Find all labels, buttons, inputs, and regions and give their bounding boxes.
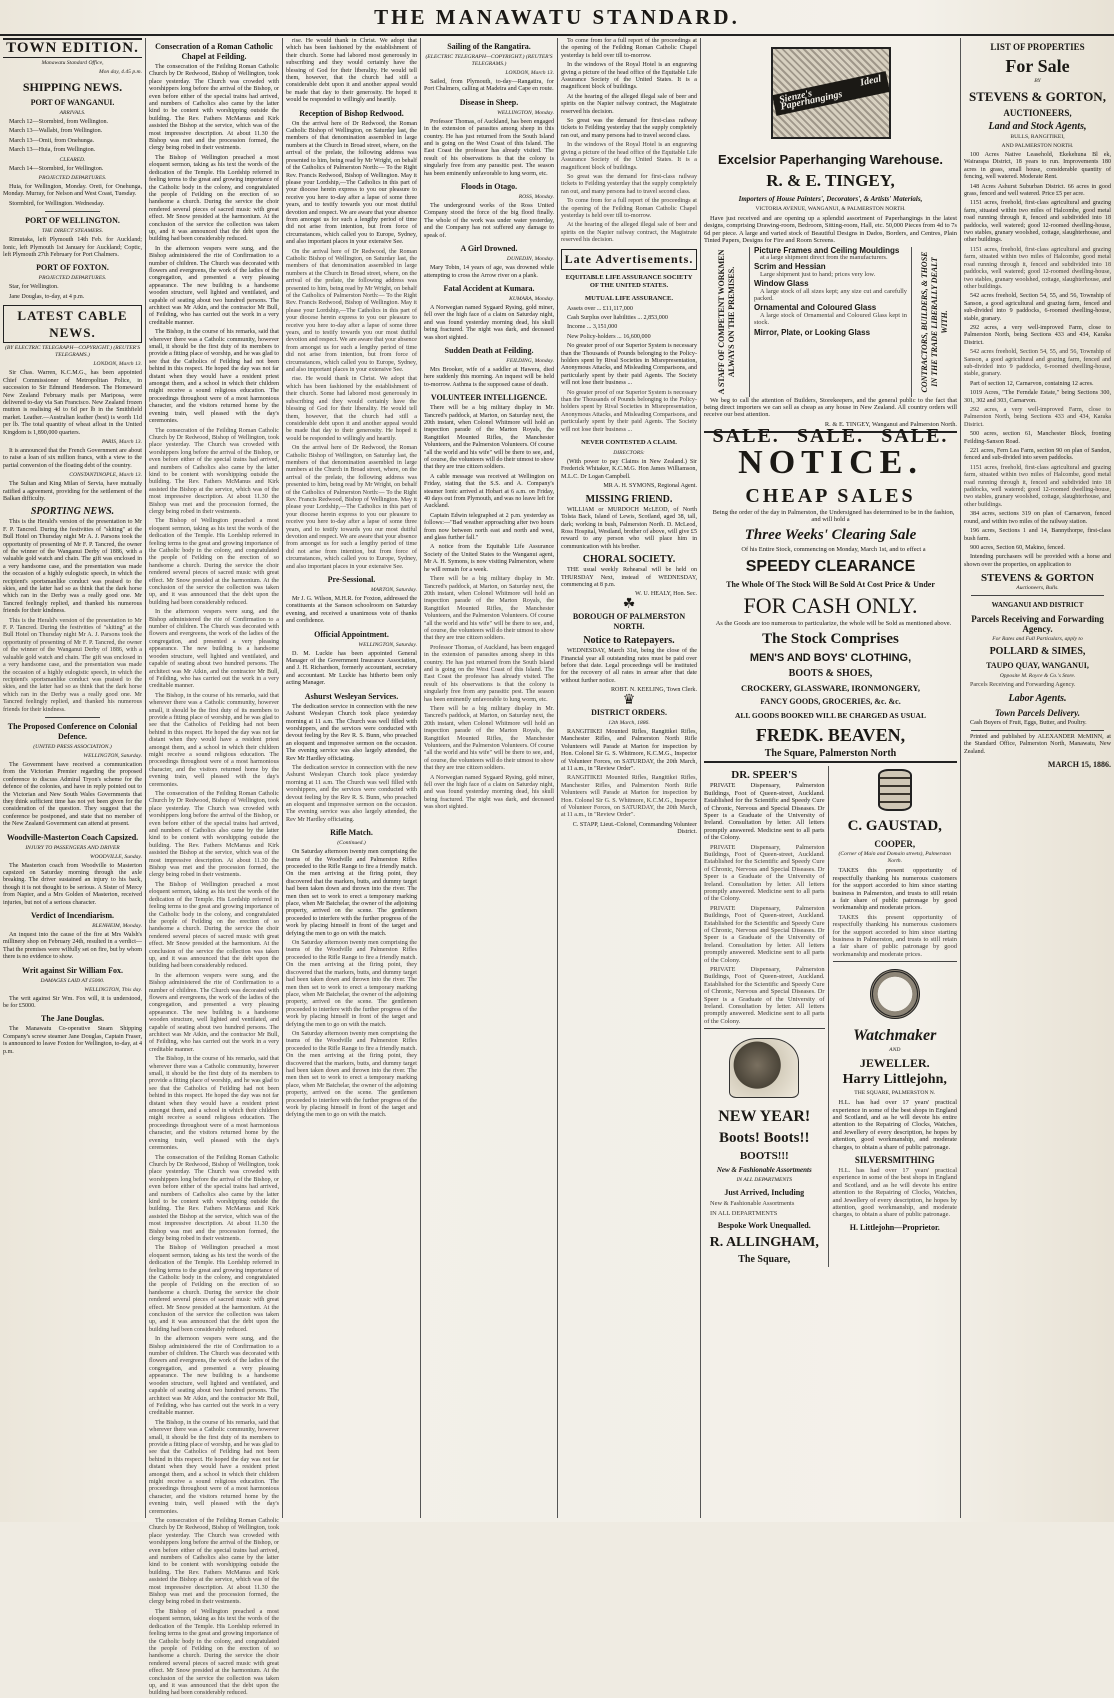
property-item: 100 Acres Native Leasehold, Ekekehuna Bl ek, Wairarapa District, 18 years to run. Improvements 180 acres in grass, small house, considerable quantity of fencing, well watered. Moderate Rent. [964, 152, 1111, 181]
consecration-text: The consecration of the Feilding Roman Catholic Church by Dr Redwood, Bishop of Wellington, took place yesterday. The Church was crowded with worshippers long before the arrival of the Bishop, or even before either of the special trains had arrived, and numbers of Catholics also came by the latter kind to be content with worshipping outside the building. The Rev. Fathers McManus and Kirk assisted the Bishop at the service, which was of the most impressive description. At about 11.30 the Bishop was met and the procession formed, the clergy being robed in their vestments. [149, 427, 279, 515]
bishop-reception-text: On the arrival here of Dr Redwood, the Roman Catholic Bishop of Wellington, on Saturday last, the members of that denomination assembled in large numbers at the Church in Broad street, where, on the arrival of the prelate, the following address was presented to him, being read by Mr Wright, on behalf of the Catholics of Palmerston North:— To the Right Rev. Francis Redwood, Bishop of Wellington. May it please your Lordship,—The Catholics in this part of your diocese herein express to you our pleasure to receive you here to-day after a lapse of some three years, and to testify towards you our most dutiful devotion and respect. We are aware that your absence from amongst us for such a lengthy period of time did not arise from intention, but from force of circumstances, which called you to Europe, Sydney, and also important places in your extensive See. [286, 120, 417, 246]
tingey-address: VICTORIA AVENUE, WANGANUI, & PALMERSTON NORTH. [755, 206, 906, 212]
arrived-line: Just Arrived, Including [724, 1188, 805, 1198]
intending-purchasers: Intending purchasers will be provided with a horse and shown over the properties, on application to [964, 554, 1111, 568]
equitable-row: New Policy-holders ... 16,600,000 [567, 333, 651, 340]
ornamental-glass: Ornamental and Coloured Glass [754, 303, 877, 313]
boots-sub: BOOTS!!! [739, 1150, 789, 1163]
town-clerk: ROBT. N. KEELING, Town Clerk. [610, 687, 697, 694]
projected-item: Huia, for Wellington, Monday. Oreti, for Onehunga, Monday. Murray, for Nelson and West Coast, Tuesday. [3, 184, 142, 198]
direct-steamers-text: Rimutaka, left Plymouth 14th Feb. for Auckland; Ionic, left Plymouth 1st January for Auckland; Coptic, left Plymouth 27th February for Port Chalmers. [3, 237, 142, 259]
drowned-text: Mary Tobin, 14 years of age, was drowned while attempting to cross the Arrow river on a plank. [424, 265, 554, 279]
cleared-label: CLEARED. [59, 156, 86, 163]
drowned-dateline: DUNEDIN, Monday. [506, 256, 554, 263]
property-item: 1151 acres, freehold, first-class agricultural and grazing farm, situated within two miles of Halcombe, good metal road running through it, fenced and subdivided into 18 paddocks, well watered; good 12-roomed dwelling-house, two stables, granary woolshed, cottage, slaughterhouse, and other buildings. [964, 246, 1111, 290]
sermon-text: rise. He would thank in Christ. We adopt that which has been fashioned by the establishment of their church. Some had labored most generously in subscribing and they would certainly have the blessing of God for their liberality. He would tell them, however, that the church had still a considerable debt upon it and another appeal would be made that day to their generosity. He hoped it would be responded to willingly and heartily. [286, 38, 417, 104]
beaven-name: FREDK. BEAVEN, [755, 725, 906, 746]
allingham-address: The Square, [738, 1254, 791, 1266]
column-4 [421, 38, 557, 1518]
official-appointment-heading: Official Appointment. [314, 629, 389, 639]
direct-steamers-label: THE DIRECT STEAMERS. [41, 228, 104, 235]
mirror-glass: Mirror, Plate, or Looking Glass [754, 327, 871, 337]
column-5 [558, 38, 700, 1518]
ashurst-text: The dedication service in connection with the new Ashurst Wesleyan Church took place yesterday morning at 11 a.m. The Church was well filled with worshippers, and the services were conducted with devout feeling by the Rev R. S. Bunn, who preached an eloquent and impressive sermon on the occasion. The evening service was also largely attended, the Rev Mr Hardley officiating. [286, 703, 417, 762]
district-orders-heading: DISTRICT ORDERS. [591, 708, 667, 717]
district-date: 12th March, 1886. [608, 720, 650, 726]
boots-shoes: BOOTS & SHOES, [788, 668, 873, 680]
consecration-heading: Consecration of a Roman Catholic Chapel at Feilding. [155, 42, 273, 61]
for-sale-heading: For Sale [1005, 56, 1070, 76]
tingey-closing: We beg to call the attention of Builders, Storekeepers, and the general public to the fact that being direct importers we can sell as cheap as any house in New Zealand. All country orders will receive our best attention. [704, 396, 957, 419]
district-orders-text: RANGITIKEI Mounted Rifles, Rangitikei Rifles, Manchester Rifles, and Palmerston North Rifle Volunteers will Parade at Marton for inspection by Hon. Colonel Sir G. S. Whitmore, K.C.M.G., Inspector of Volunteer Forces, on SATURDAY, the 20th March, at 11 a.m., in "Review Order". [561, 729, 697, 773]
paperhanging-illustration [704, 38, 957, 148]
littlejohn-text: H.L. has had over 17 years' practical experience in some of the best shops in England and Scotland, and as he will devote his entire attention to the Repairing of Clocks, Watches, and Jewellery of every description, he hopes by attention, good workmanship, and moderate charges, to obtain a share of public patronage. [832, 1099, 957, 1151]
projected-label: PROJECTED DEPARTURES. [38, 175, 107, 182]
coach-sub: INJURY TO PASSENGERS AND DRIVER [25, 844, 120, 851]
watchmaker-heading: Watchmaker [853, 1027, 937, 1045]
rifle-match-heading: Rifle Match. [330, 828, 373, 838]
bishop-reception-text: rise. He would thank in Christ. We adopt that which has been fashioned by the establishment of their church. Some had labored most generously in subscribing and they would certainly have the blessing of God for their liberality. He would tell them, however, that the church had still a considerable debt upon it and another appeal would be made that day to their generosity. He hoped it would be responded to willingly and heartily. [286, 376, 417, 442]
consecration-text: The Bishop, in the course of his remarks, said that wherever there was a Catholic community, however small, it should be the first duty of its members to provide a fitting place of worship, and he was glad to see that the Catholics of Feilding had not been behind in this respect. He hoped the day was not far distant when they would have a resident priest amongst them, and a school in which their children might receive a sound religious education. The proceedings throughout were of a most harmonious character, and the visitors returned home by the evening train, well pleased with the day's ceremonies. [149, 1056, 279, 1152]
choral-secretary: W. U. HEALY, Hon. Sec. [635, 591, 697, 598]
london-dateline: LONDON, March 13. [93, 361, 142, 368]
picture-frames: Picture Frames and Ceiling Mouldings [754, 245, 900, 255]
cheap-text: Being the order of the day in Palmerston, the Undersigned has determined to be in the fashion, and will hold a [712, 508, 955, 524]
borough-crest: ☘ [622, 596, 636, 612]
consecration-text: The Bishop of Wellington preached a most eloquent sermon, taking as his text the words of the dedication of the Temple. His Lordship referred in feeling terms to the great and growing importance of the Catholic body in the colony, and congratulated the people of Feilding on the erection of so handsome a church. During the service the choir rendered several pieces of sacred music with great effect. Mr Snow presided at the harmonium. At the conclusion of the service the collection was taken up, and it was announced that the debt upon the building had been considerably reduced. [149, 154, 279, 243]
gaustad-address: (Corner of Main and Domain streets), Palmerston North. [838, 851, 951, 865]
jane-douglas-text: The Manawatu Co-operative Steam Shipping Company's screw steamer Jane Douglas, Captain Fraser, is announced to leave Foxton for Wellington, to-day, at 4 p.m. [3, 1026, 142, 1055]
bishop-reception-heading: Reception of Bishop Redwood. [299, 108, 404, 118]
missing-friend-text: WILLIAM or MURDOCH McLEOD, of North Tolsta Back, Island of Lewis, Scotland, aged 38, tall, dark; working in bush, Palmerston North. D. McLeod, Ross Hospital, Westland, brother of above, will give £5 reward to any person who will place him in communication with his brother. [561, 506, 697, 550]
littlejohn-proprietor: H. Littlejohn—Proprietor. [849, 1222, 940, 1232]
stock-comprises: The Stock Comprises [762, 631, 899, 648]
verdict-heading: Verdict of Incendiarism. [30, 911, 115, 921]
gaustad-ad [833, 766, 957, 1267]
equitable-title: EQUITABLE LIFE ASSURANCE SOCIETY OF THE UNITED STATES. [565, 273, 693, 289]
rifle-text: On Saturday afternoon twenty men comprising the teams of the Woodville and Palmerston Rifles proceeded to the Rifle Range to fire a friendly match. On the men arriving at the firing point, they discovered that the markers, butts, and dummy target had been taken down and thrown into the river. The men then set to work to erect a temporary marking place, when Mr Batchelar, the owner of the adjoining property, arrived on the scene. The gentlemen proceeded to interfere with the further progress of the work by placing himself in front of the target and defying the men to go on with the match. [286, 940, 417, 1028]
auctioneers-label: AUCTIONEERS, [1003, 108, 1072, 118]
ashurst-text: The dedication service in connection with the new Ashurst Wesleyan Church took place yesterday morning at 11 a.m. The Church was well filled with worshippers, and the services were conducted with devout feeling by the Rev R. S. Bunn, who preached an eloquent and impressive sermon on the occasion. The evening service was also largely attended, the Rev Mr Hardley officiating. [286, 764, 417, 823]
boots-item: IN ALL DEPARTMENTS [710, 1209, 778, 1217]
speer-heading: DR. SPEER'S [731, 769, 798, 782]
floods-heading: Floods in Otago. [460, 182, 518, 192]
official-text: D. M. Luckie has been appointed General Manager of the Government Insurance Association, and J. H. Richardson, formerly accountant, secretary and accountant. Mr Luckie has hitherto been only acting Manager. [286, 650, 417, 687]
sudden-death-dateline: FEILDING, Monday. [506, 357, 554, 364]
palmerston-address: AND PALMERSTON NORTH. [1001, 143, 1074, 149]
kumara-heading: Fatal Accident at Kumara. [443, 283, 535, 293]
vertical-banner [704, 247, 750, 397]
port-wanganui: PORT OF WANGANUI. [30, 98, 115, 107]
new-year-heading: NEW YEAR! [718, 1108, 811, 1126]
consecration-text: The consecration of the Feilding Roman Catholic Church by Dr Redwood, Bishop of Wellington, took place yesterday. The Church was crowded with worshippers long before the arrival of the Bishop, or even before either of the special trains had arrived, and numbers of Catholics also came by the latter kind to be content with worshipping outside the building. The Rev. Fathers McManus and Kirk assisted the Bishop at the service, which was of the most impressive description. At about 11.30 the Bishop was met and the procession formed, the clergy being robed in their vestments. [149, 1518, 279, 1606]
stevens-gorton-sub: Auctioneers, Bulls. [1016, 585, 1059, 592]
missing-friend-heading: MISSING FRIEND. [585, 493, 673, 505]
fancy-goods: FANCY GOODS, GROCERIES, &c. &c. [760, 697, 901, 707]
speer-text: PRIVATE Dispensary, Palmerston Buildings, Foot of Queen-street, Auckland. Established for the Scientific and Speedy Cure of Chronic, Nervous and Special Diseases. Dr Speer is a Graduate of the University of Ireland. Consultation by letter. All letters promptly answered. Medicine sent to all parts of the Colony. [704, 782, 825, 842]
town-edition-heading: TOWN EDITION. [3, 38, 142, 58]
cash-buyers: Cash Buyers of Fruit, Eggs, Butter, and Poultry. [970, 719, 1087, 726]
sporting-text-cont: This is the Herald's version of the presentation to Mr F. P. Tancred. During the festivities of "skiting" at the Bull Hotel on Thursday night Mr A. J. Parsons took the opportunity of presenting of Mr F. P. Tancred, the owner of the winner of the Wanganui Derby of 1886, with a valuable gold watch and chain. The gift was enclosed in a very handsome case, and the presentation was made the occasion of a highly eulogistic speech, in which the recipient's sportsmanlike conduct was praised to the skies, and the latter had so as think that the dark horse which ran in the Derby was a really good one. Mr Tancred feelingly replied, and thanked his numerous friends for their kindness. [3, 617, 142, 713]
column-6-ads [701, 38, 960, 1518]
pre-sessional-text: Mr J. G. Wilson, M.H.R. for Foxton, addressed the constituents at the Sanson schoolroom on Saturday evening, and received a unanimous vote of thanks and confidence. [286, 596, 417, 625]
sale-word: SALE. [881, 425, 949, 448]
equitable-agent: MR A. H. SYMONS, Regional Agent. [603, 483, 697, 490]
land-stock-agents: Land and Stock Agents, [988, 121, 1087, 132]
floods-text: The underground works of the Ross United Company stood the force of the big flood finally. The whole of the work was under water yesterday, and the Company has not suffered any damage to speak of. [424, 203, 554, 239]
property-item: 1151 acres, freehold, first-class agricultural and grazing farm, situated within two miles of Halcombe, good metal road running through it, fenced and subdivided into 18 paddocks, well watered; good 12-roomed dwelling-house, two stables, granary woolshed, cottage, slaughterhouse, and other buildings. [964, 464, 1111, 508]
lower-ads [704, 766, 957, 1267]
newspaper-title: THE MANAWATU STANDARD. [374, 5, 740, 29]
masthead [0, 0, 1114, 36]
littlejohn-address: THE SQUARE, PALMERSTON N. [854, 1090, 936, 1097]
news-paragraph: There will be a big military display in Mr. Tancred's paddock, at Marton, on Saturday next, the 20th instant, when Colonel Whitmore will hold an inspection parade of the Marton Royals, the Rangitikei Mounted Rifles, the Manchester Volunteers, and the Palmerston Volunteers. Of course "all the world and his wife" will be there to see, and, of course, the volunteers will do their utmost to show that they are true citizen soldiers. [424, 706, 554, 772]
mens-clothing: MEN'S AND BOYS' CLOTHING, [749, 652, 912, 665]
tingey-products: A STAFF OF COMPETENT WORKMEN ALWAYS ON THE PREMISES. Picture Frames and Ceiling Mouldings at a large shipment direct from the manufacturers. Scrim and Hessian Large shipment just to hand; prices very low. Window Glass A large stock of all sizes kept; any size cut and carefully packed. Ornamental and Coloured Glass A large stock of Ornamental and Coloured Glass kept in stock. Mirror, Plate, or Looking Glass CONTRACTORS, BUILDERS, & THOSE IN THE TRADE LIBERALLY DEALT WITH. [704, 247, 957, 397]
port-wellington: PORT OF WELLINGTON. [25, 216, 120, 226]
local-paragraph: At the hearing of the alleged illegal sale of beer and spirits on the Napier railway contract, the Magistrate reserved his decision. [561, 222, 697, 244]
vertical-banner [911, 247, 957, 397]
news-paragraph: A notice from the Equitable Life Assurance Society of the United States to the Wanganui agent, Mr A. H. Symons, is now visiting Palmerston, where he will remain for a week. [424, 544, 554, 573]
office-line: Manawatu Standard Office, [41, 60, 104, 66]
imprint: Printed and published by ALEXANDER McMINN, at the Standard Office, Palmerston North, Manawatu, New Zealand. [964, 733, 1111, 755]
commander: C. STAPP, Lieut.-Colonel, Commanding Volunteer District. [572, 821, 697, 836]
whole-stock: The Whole Of The Stock Will Be Sold At Cost Price & Under [726, 579, 935, 589]
sale-banner [704, 425, 957, 448]
arrival-item: March 13—Huia, from Wellington. [9, 147, 96, 154]
taupo-quay: TAUPO QUAY, WANGANUI, [986, 661, 1089, 671]
verdict-text: An inquest into the cause of the fire at Mrs Walsh's millinery shop on February 24th, resulted in a verdict—That the premises were wilfully set on fire, but by whom there is no evidence to show. [3, 932, 142, 961]
boots-item: New & Fashionable Assortments [710, 1200, 795, 1208]
coach-dateline: WOODVILLE, Sunday. [89, 853, 142, 860]
column-2 [146, 38, 282, 1697]
new-year-illustration [704, 1032, 825, 1104]
borough-heading: BOROUGH OF PALMERSTON NORTH. [572, 612, 686, 632]
foxton-item: Star, for Wellington. [9, 284, 59, 291]
stevens-gorton: STEVENS & GORTON, [969, 89, 1106, 104]
crockery: CROCKERY, GLASSWARE, IRONMONGERY, [741, 683, 920, 694]
agency-text: Parcels Receiving and Forwarding Agency. [970, 682, 1076, 689]
property-item: 1019 Acres, "The Ferndale Estate," being Sections 300, 301, 302 and 303, Carnarvon. [964, 390, 1111, 404]
crown-icon: ♛ [622, 692, 636, 708]
arrival-item: March 12—Stormbird, from Wellington. [9, 119, 109, 125]
equitable-body: No greater proof of our Superior System is necessary than the Thousands of Pounds belonging to the Policy-holders spent by Rival Societies in Misrepresentation, Anonymous Attacks, and Misleading Comparisons, and particularly spent by their paid Agents. The Society will not lose their business ... [561, 343, 697, 387]
district-orders-text: RANGITIKEI Mounted Rifles, Rangitikei Rifles, Manchester Rifles, and Palmerston North Rifle Volunteers will Parade at Marton for inspection by Hon. Colonel Sir G. S. Whitmore, K.C.M.G., Inspector of Volunteer Forces, on SATURDAY, the 20th March, at 11 a.m., in "Review Order". [561, 775, 697, 819]
drowned-heading: A Girl Drowned. [460, 244, 518, 254]
verdict-dateline: BLENHEIM, Monday. [92, 923, 142, 930]
local-paragraph: To come from for a full report of the proceedings at the opening of the Feilding Roman Catholic Chapel yesterday is held over till to-morrow. [561, 38, 697, 59]
arrival-item: March 13—Omii, from Onehunga. [9, 137, 95, 144]
rangatira-heading: Sailing of the Rangatira. [447, 42, 531, 51]
equitable-body: No greater proof of our Superior System is necessary than the Thousands of Pounds belonging to the Policy-holders spent by Rival Societies in Misrepresentation, Anonymous Attacks, and Misleading Comparisons, and particularly spent by their paid Agents. The Society will not lose their business ... [561, 389, 697, 433]
news-paragraph: A Norwegian named Sygaard Rysing, gold miner, fell over the high face of a claim on Saturday night, and was found yesterday morning dead, his skull being fractured. The night was dark, and deceased was short sighted. [424, 774, 554, 811]
littlejohn-text: H.L. has had over 17 years' practical experience in some of the best shops in England and Scotland, and as he will devote his entire attention to the Repairing of Clocks, Watches, and Jewellery of every description, he hopes by attention, good workmanship, and moderate charges, to obtain a share of public patronage. [832, 1167, 957, 1219]
barrel-illustration [833, 766, 957, 814]
departments-line: IN ALL DEPARTMENTS [736, 1177, 793, 1184]
edition-time: Mon day, 4.45 p.m. [98, 69, 142, 75]
sporting-heading: SPORTING NEWS. [30, 506, 115, 518]
cash-only: FOR CASH ONLY. [743, 592, 918, 618]
rifle-text: On Saturday afternoon twenty men comprising the teams of the Woodville and Palmerston Rifles proceeded to the Rifle Range to fire a friendly match. On the men arriving at the firing point, they discovered that the markers, butts, and dummy target had been taken down and thrown into the river. The men then set to work to erect a temporary marking place, when Mr Batchelar, the owner of the adjoining property, arrived on the scene. The gentlemen proceeded to interfere with the further progress of the work by placing himself in front of the target and defying the men to go on with the match. [286, 849, 417, 937]
consecration-text: The consecration of the Feilding Roman Catholic Church by Dr Redwood, Bishop of Wellington, took place yesterday. The Church was crowded with worshippers long before the arrival of the Bishop, or even before either of the special trains had arrived, and numbers of Catholics also came by the latter kind to be content with worshipping outside the building. The Rev. Fathers McManus and Kirk assisted the Bishop at the service, which was of the most impressive description. At about 11.30 the Bishop was met and the procession formed, the clergy being robed in their vestments. [149, 64, 279, 152]
coach-text: The Masterton coach from Woodville to Masterton capsized on Saturday morning through the axle breaking. The driver sustained an injury to his back, though it is not thought to be serious. A Sister of Mercy from Napier, and a Mrs Golden of Masterton, received injuries, but not of a serious character. [3, 862, 142, 906]
scrim-hessian: Scrim and Hessian [754, 262, 826, 272]
consecration-text: The Bishop, in the course of his remarks, said that wherever there was a Catholic community, however small, it should be the first duty of its members to provide a fitting place of worship, and he was glad to see that the Catholics of Feilding had not been behind in this respect. He hoped the day was not far distant when they would have a resident priest amongst them, and a school in which their children might receive a sound religious education. The proceedings throughout were of a most harmonious character, and the visitors returned home by the evening train, well pleased with the day's ceremonies. [149, 329, 279, 425]
boots-heading: Boots! Boots!! [719, 1130, 810, 1147]
gaustad-text: TAKES this present opportunity of respectfully thanking his numerous customers for the support accorded to him since starting business in Palmerston, and trusts to still retain a fair share of public patronage by good workmanship and moderate prices. [832, 913, 957, 958]
consecration-text: The Bishop, in the course of his remarks, said that wherever there was a Catholic community, however small, it should be the first duty of its members to provide a fitting place of worship, and he was glad to see that the Catholics of Feilding had not been behind in this respect. He hoped the day was not far distant when they would have a resident priest amongst them, and a school in which their children might receive a sound religious education. The proceedings throughout were of a most harmonious character, and the visitors returned home by the evening train, well pleased with the day's ceremonies. [149, 692, 279, 788]
consecration-text: In the afternoon vespers were sung, and the Bishop administered the rite of Confirmation to a number of children. The Church was decorated with flowers and evergreens, the work of the ladies of the congregation, and presented a very pleasing appearance. The new building is a handsome wooden structure, well lighted and ventilated, and capable of seating about two hundred persons. The architect was Mr Atkin, and the contractor Mr Bull, of Feilding, who has carried out the work in a very creditable manner. [149, 609, 279, 690]
property-item: 384 acres, sections 319 on plan of Carnarvon, fenced round, and within two miles of the railway station. [964, 511, 1111, 525]
clearing-text: Of his Entire Stock, commencing on Monday, March 1st, and to effect a [741, 546, 926, 554]
constantinople-text: The Sultan and King Milan of Servia, have mutually ratified a agreement, providing for the settlement of the Balkan difficulty. [3, 481, 142, 502]
parcels-heading: Parcels Receiving and Forwarding Agency. [971, 614, 1104, 635]
writ-sub: DAMAGES LAID AT £5000. [40, 977, 105, 984]
speer-text: PRIVATE Dispensary, Palmerston Buildings, Foot of Queen-street, Auckland. Established for the Scientific and Speedy Cure of Chronic, Nervous and Special Diseases. Dr Speer is a Graduate of the University of Ireland. Consultation by letter. All letters promptly answered. Medicine sent to all parts of the Colony. [704, 843, 825, 903]
choral-heading: CHORAL SOCIETY. [582, 554, 676, 566]
cable-sub: (BY ELECTRIC TELEGRAPH—COPYRIGHT.) (REUTER'S TELEGRAMS.) [4, 345, 141, 359]
cable-text: Sir Chas. Warren, K.C.M.G., has been appointed Chief Commissioner of Metropolitan Police, in succession to Sir Edmund Henderson. The Homeward New Zealand February mails per Mariposa, were delivered to-day via San Francisco. New Zealand frozen mutton is realising 4d to 6d per lb in the Smithfield market. Leather.—Australian leather (best) is worth 11d per lb. The total quantity of wheat afloat in the United Kingdom is 1,890,000 quarters. [3, 370, 142, 436]
tingey-name: R. & E. TINGEY, [766, 171, 895, 190]
column-1 [0, 38, 145, 1518]
watch-illustration [833, 965, 957, 1023]
local-paragraph: In the windows of the Royal Hotel is an engraving giving a picture of the head office of the Equitable Life Assurance Society of the United States. It is a magnificent block of buildings. [561, 142, 697, 171]
local-paragraph: So great was the demand for first-class railway tickets to Feilding yesterday that the supply completely ran out, and many persons had to travel second class. [561, 118, 697, 139]
gaustad-name: C. GAUSTAD, [847, 818, 942, 835]
jane-douglas-heading: The Jane Douglas. [41, 1014, 104, 1024]
rangatira-dateline: LONDON, March 13. [505, 70, 554, 76]
bishop-reception-text: On the arrival here of Dr Redwood, the Roman Catholic Bishop of Wellington, on Saturday last, the members of that denomination assembled in large numbers at the Church in Broad street, where, on the arrival of the prelate, the following address was presented to him, being read by Mr Wright, on behalf of the Catholics of Palmerston North:— To the Right Rev. Francis Redwood, Bishop of Wellington. May it please your Lordship,—The Catholics in this part of your diocese herein express to you our pleasure to receive you here to-day after a lapse of some three years, and to testify towards you our most dutiful devotion and respect. We are aware that your absence from amongst us for such a lengthy period of time did not arise from intention, but from force of circumstances, which called you to Europe, Sydney, and also important places in your extensive See. [286, 248, 417, 374]
coach-heading: Woodville-Masterton Coach Capsized. [6, 832, 139, 842]
equitable-row: Cash Surplus over liabilities ... 2,853,000 [567, 314, 668, 321]
local-paragraph: To come from for a full report of the proceedings at the opening of the Feilding Roman Catholic Chapel yesterday is held over till to-morrow. [561, 198, 697, 219]
sale-word: SALE. [796, 425, 865, 448]
paperhanging-logo-text: Sienze's Ideal Paperhangings [772, 71, 890, 115]
opposite-line: Opposite M. Royce & Co.'s Store. [999, 673, 1076, 680]
sheep-heading: Disease in Sheep. [459, 97, 519, 107]
directors-text: (With power to pay Claims in New Zealand.) Sir Frederick Whitaker, K.C.M.G. Hon James Williamson, M.L.C. Dr Logan Campbell. [561, 459, 697, 480]
arrival-item: March 13—Wallabi, from Wellington. [9, 128, 103, 135]
rangatira-sub: (ELECTRIC TELEGRAPH—COPYRIGHT.) (REUTER'S TELEGRAMS.) [425, 54, 553, 67]
contractors-banner: CONTRACTORS, BUILDERS, & THOSE IN THE TRADE LIBERALLY DEALT WITH. [919, 251, 949, 393]
bespoke-line: Bespoke Work Unequalled. [717, 1221, 811, 1231]
cheap-sales: CHEAP SALES [745, 484, 916, 507]
clearing-sale: Three Weeks' Clearing Sale [744, 527, 917, 544]
littlejohn-name: Harry Littlejohn, [842, 1072, 947, 1088]
foxton-projected-label: PROJECTED DEPARTURES. [38, 275, 107, 282]
sudden-death-heading: Sudden Death at Feilding. [444, 345, 534, 355]
warehouse-heading: Excelsior Paperhanging Warehouse. [718, 152, 943, 167]
consecration-text: The Bishop of Wellington preached a most eloquent sermon, taking as his text the words of the dedication of the Temple. His Lordship referred in feeling terms to the great and growing importance of the Catholic body in the colony, and congratulated the people of Feilding on the erection of so handsome a church. During the service the choir rendered several pieces of sacred music with great effect. Mr Snow presided at the harmonium. At the conclusion of the service the collection was taken up, and it was announced that the debt upon the building had been considerably reduced. [149, 1608, 279, 1697]
news-paragraph: There will be a big military display in Mr. Tancred's paddock, at Marton, on Saturday next, the 20th instant, when Colonel Whitmore will hold an inspection parade of the Marton Royals, the Rangitikei Mounted Rifles, the Manchester Volunteers, and the Palmerston Volunteers. Of course "all the world and his wife" will be there to see, and, of course, the volunteers will do their utmost to show that they are true citizen soldiers. [424, 576, 554, 642]
local-paragraph: So great was the demand for first-class railway tickets to Feilding yesterday that the supply completely ran out, and many persons had to travel second class. [561, 173, 697, 195]
local-paragraph: In the windows of the Royal Hotel is an engraving giving a picture of the head office of the Equitable Life Assurance Society of the United States. It is a magnificent block of buildings. [561, 62, 697, 91]
gaustad-trade: COOPER, [874, 839, 916, 850]
consecration-text: The Bishop, in the course of his remarks, said that wherever there was a Catholic community, however small, it should be the first duty of its members to provide a fitting place of worship, and he was glad to see that the Catholics of Feilding had not been behind in this respect. He hoped the day was not far distant when they would have a resident priest amongst them, and a school in which their children might receive a sound religious education. The proceedings throughout were of a most harmonious character, and the visitors returned home by the evening train, well pleased with the day's ceremonies. [149, 1419, 279, 1515]
column-7 [961, 38, 1114, 1518]
imprint-date: MARCH 15, 1886. [1047, 760, 1111, 770]
goods-text: As the Goods are too numerous to particularize, the whole will be Sold as mentioned above. [715, 619, 952, 627]
tingey-signature: R. & E. TINGEY, Wanganui and Palmerston North. [824, 420, 957, 428]
town-parcels: Town Parcels Delivery. [994, 707, 1081, 718]
local-paragraph: At the hearing of the alleged illegal sale of beer and spirits on the Napier railway contract, the Magistrate reserved his decision. [561, 93, 697, 115]
rifle-sub: (Continued.) [337, 840, 366, 847]
labor-agents: Labor Agents. [1008, 692, 1067, 704]
late-ads-heading: Late Advertisements. [561, 249, 697, 270]
floods-dateline: ROSS, Monday. [518, 194, 554, 201]
consecration-text: In the afternoon vespers were sung, and the Bishop administered the rite of Confirmation to a number of children. The Church was decorated with flowers and evergreens, the work of the ladies of the congregation, and presented a very pleasing appearance. The new building is a handsome wooden structure, well lighted and ventilated, and capable of seating about two hundred persons. The architect was Mr Atkin, and the contractor Mr Bull, of Feilding, who has carried out the work in a very creditable manner. [149, 245, 279, 326]
consecration-text: The consecration of the Feilding Roman Catholic Church by Dr Redwood, Bishop of Wellington, took place yesterday. The Church was crowded with worshippers long before the arrival of the Bishop, or even before either of the special trains had arrived, and numbers of Catholics also came by the latter kind to be content with worshipping outside the building. The Rev. Fathers McManus and Kirk assisted the Bishop at the service, which was of the most impressive description. At about 11.30 the Bishop was met and the procession formed, the clergy being robed in their vestments. [149, 1154, 279, 1242]
equitable-row: Assets over ... £11,117,000 [567, 305, 633, 312]
property-item: 148 Acres Ashurst Suburban District. 66 acres in good grass, fenced and well watered. Price £5 per acre. [964, 183, 1111, 198]
shipping-heading: SHIPPING NEWS. [22, 80, 123, 94]
ashurst-heading: Ashurst Wesleyan Services. [304, 691, 399, 701]
kumara-text: A Norwegian named Sygaard Rysing, gold miner, fell over the high face of a claim on Saturday night, and was found yesterday morning dead, his skull being fractured. The night was dark, and deceased was short sighted. [424, 304, 554, 341]
property-item: Part of section 12, Carnarvon, containing 12 acres. [970, 380, 1094, 387]
writ-dateline: WELLINGTON, This day. [84, 986, 142, 993]
conference-heading: The Proposed Conference on Colonial Defence. [7, 721, 138, 741]
property-item: 196 acres, Sections 1 and 14, Bannythorpe, first-class bush farm. [964, 528, 1111, 542]
volunteer-text: There will be a big military display in Mr. Tancred's paddock, at Marton, on Saturday next, the 20th instant, when Colonel Whitmore will hold an inspection parade of the Marton Royals, the Rangitikei Mounted Rifles, the Manchester Volunteers, and the Palmerston Volunteers. Of course "all the world and his wife" will be there to see, and, of course, the volunteers will do their utmost to show that they are true citizen soldiers. [424, 405, 554, 471]
projected-item: Stormbird, for Wellington. Wednesday. [9, 200, 105, 207]
conference-text: The Government have received a communication from the Victorian Premier regarding the proposed conference to discuss Admiral Tryon's scheme for the defence of the colonies, and have in reply pointed out to the Victorian and New South Wales Governments that they think sufficient time has not yet been given for the consideration of the question. They suggest that the conference be postponed, and state that no member of the New Zealand Government can attend at present. [3, 761, 142, 828]
directors-label: DIRECTORS: [613, 450, 645, 457]
consecration-text: The Bishop of Wellington preached a most eloquent sermon, taking as his text the words of the dedication of the Temple. His Lordship referred in feeling terms to the great and growing importance of the Catholic body in the colony, and congratulated the people of Feilding on the erection of so handsome a church. During the service the choir rendered several pieces of sacred music with great effect. Mr Snow presided at the harmonium. At the conclusion of the service the collection was taken up, and it was announced that the debt upon the building had been considerably reduced. [149, 1245, 279, 1333]
by-word: BY [1034, 78, 1041, 84]
sporting-text: This is the Herald's version of the presentation to Mr F. P. Tancred. During the festivities of "skiting" at the Bull Hotel on Thursday night Mr A. J. Parsons took the opportunity of presenting of Mr F. P. Tancred, the owner of the winner of the Wanganui Derby of 1886, with a valuable gold watch and chain. The gift was enclosed in a very handsome case, and the presentation was made the occasion of a highly eulogistic speech, in which the recipient's sportsmanlike conduct was praised to the skies, and the latter had so as think that the dark horse which ran in the Derby was a really good one. Mr Tancred feelingly replied, and thanked his numerous friends for their kindness. [3, 519, 142, 615]
ratepayers-heading: Notice to Ratepayers. [583, 635, 675, 647]
rangatira-text: Sailed, from Plymouth, to-day—Rangatira, for Port Chalmers, calling at Madeira and Cape en route. [424, 79, 554, 93]
conference-sub: (UNITED PRESS ASSOCIATION.) [33, 743, 112, 750]
beaven-address: The Square, Palmerston North [704, 749, 957, 763]
speer-text: PRIVATE Dispensary, Palmerston Buildings, Foot of Queen-street, Auckland. Established for the Scientific and Speedy Cure of Chronic, Nervous and Special Diseases. Dr Speer is a Graduate of the University of Ireland. Consultation by letter. All letters promptly answered. Medicine sent to all parts of the Colony. [704, 966, 825, 1025]
paris-text: It is announced that the French Government are about to raise a loan of six million francs, with a view to the partial conversion of the floating debt of the country. [3, 447, 142, 469]
ratepayers-text: WEDNESDAY, March 31st, being the close of the Financial year all outstanding rates must be paid over before that date. Legal proceedings will be instituted for the recovery of all rates in arrear after that date without further notice. [561, 648, 697, 684]
sale-word: SALE. [712, 425, 780, 448]
paris-dateline: PARIS, March 13. [101, 438, 142, 445]
property-item: 542 acres freehold, Section 54, 55, and 56, Township of Sanson, a good agricultural and grazing farm, fenced and sub-divided into 9 paddocks, 6-roomed dwelling-house, stable, granary. [964, 349, 1111, 378]
port-foxton: PORT OF FOXTON. [36, 263, 109, 273]
news-paragraph: A cable message was received at Wellington on Friday, stating that the S.S. and A. Company's steamer Ionic arrived at Hobart at 6 a.m. on Friday, 40 days out from Plymouth, and was no leave left for Auckland. [424, 473, 554, 510]
consecration-text: The Bishop of Wellington preached a most eloquent sermon, taking as his text the words of the dedication of the Temple. His Lordship referred in feeling terms to the great and growing importance of the Catholic body in the colony, and congratulated the people of Feilding on the erection of so handsome a church. During the service the choir rendered several pieces of sacred music with great effect. Mr Snow presided at the harmonium. At the conclusion of the service the collection was taken up, and it was announced that the debt upon the building had been considerably reduced. [149, 881, 279, 970]
speedy-clearance: SPEEDY CLEARANCE [745, 557, 916, 575]
rates-line: For Rates and Full Particulars, apply to [992, 636, 1083, 643]
property-item: 221 acres, Fern Lea Farm, section 90 on plan of Sandon, fenced and sub-divided into seven paddocks. [964, 448, 1111, 462]
bulls-address: BULLS, RANGITIKEI, [1010, 134, 1065, 140]
speer-ad [704, 766, 829, 1267]
equitable-row: Income ... 3,151,000 [567, 324, 618, 331]
kumara-dateline: KUMARA, Monday. [509, 295, 554, 302]
and-word: AND [889, 1047, 901, 1054]
tingey-importers: Importers of House Painters', Decorators', & Artists' Materials, [738, 195, 923, 203]
sudden-death-text: Mrs Brooker, wife of a saddler at Hawera, died here suddenly this morning. An inquest will be held to-morrow. Asthma is the supposed cause of death. [424, 366, 554, 388]
writ-text: The writ against Sir Wm. Fox will, it is understood, be for £5000. [3, 995, 142, 1010]
gaustad-text: TAKES this present opportunity of respectfully thanking his numerous customers for the support accorded to him since starting business in Palmerston, and trusts to still retain a fair share of public patronage by good workmanship and moderate prices. [832, 867, 957, 912]
arrivals-label: ARRIVALS. [59, 110, 86, 116]
choral-text: THE usual weekly Rehearsal will be held on THURSDAY Next, instead of WEDNESDAY, commencing at 8 p.m. [561, 567, 697, 588]
cleared-item: March 14—Stormbird, for Wellington. [9, 165, 104, 172]
window-glass: Window Glass [754, 279, 809, 289]
sheep-text: Professor Thomas, of Auckland, has been engaged in the extension of parasites among sheep in this country. He has just returned from the South Island and is going on the West Coast of this Island. The East Coast the professor has already visited. The result of his observations is that the colony is singularly free from any parasitic pest. The season has been eminently unfavorable to lung worm, etc. [424, 118, 554, 177]
cable-news-heading: LATEST CABLE NEWS. [3, 305, 142, 343]
foxton-item: Jane Douglas, to-day, at 4 p.m. [9, 293, 85, 300]
tingey-text: Have just received and are opening up a splendid assortment of Paperhangings in the latest designs, comprising Drawing-room, Bedroom, Sitting-room, Hall, etc. 50,000 Pieces from 4d to 7s 6d per piece. A large and varied stock of Beautiful Designs in Dados, Borders, and Centres, Plain Tinted Papers, Designs for Fire and Room Screens. [704, 215, 957, 245]
column-3 [283, 38, 420, 1518]
workmen-banner: A STAFF OF COMPETENT WORKMEN ALWAYS ON THE PREMISES. [716, 249, 736, 394]
notice-heading: NOTICE. [738, 443, 923, 481]
consecration-text: In the afternoon vespers were sung, and the Bishop administered the rite of Confirmation to a number of children. The Church was decorated with flowers and evergreens, the work of the ladies of the congregation, and presented a very pleasing appearance. The new building is a handsome wooden structure, well lighted and ventilated, and capable of seating about two hundred persons. The architect was Mr Atkin, and the contractor Mr Bull, of Feilding, who has carried out the work in a very creditable manner. [149, 972, 279, 1053]
allingham-name: R. ALLINGHAM, [709, 1235, 819, 1251]
never-contested: NEVER CONTESTED A CLAIM. [581, 439, 677, 447]
consecration-text: The Bishop of Wellington preached a most eloquent sermon, taking as his text the words of the dedication of the Temple. His Lordship referred in feeling terms to the great and growing importance of the Catholic body in the colony, and congratulated the people of Feilding on the erection of so handsome a church. During the service the choir rendered several pieces of sacred music with great effect. Mr Snow presided at the harmonium. At the conclusion of the service the collection was taken up, and it was announced that the debt upon the building had been considerably reduced. [149, 518, 279, 606]
consecration-text: In the afternoon vespers were sung, and the Bishop administered the rite of Confirmation to a number of children. The Church was decorated with flowers and evergreens, the work of the ladies of the congregation, and presented a very pleasing appearance. The new building is a handsome wooden structure, well lighted and ventilated, and capable of seating about two hundred persons. The architect was Mr Atkin, and the contractor Mr Bull, of Feilding, who has carried out the work in a very creditable manner. [149, 1336, 279, 1417]
pre-sessional-dateline: MARTON, Saturday. [370, 587, 417, 594]
volunteer-heading: VOLUNTEER INTELLIGENCE. [430, 393, 548, 403]
fashion-line: New & Fashionable Assortments [716, 1166, 812, 1175]
bishop-reception-text: On the arrival here of Dr Redwood, the Roman Catholic Bishop of Wellington, on Saturday last, the members of that denomination assembled in large numbers at the Church in Broad street, where, on the arrival of the prelate, the following address was presented to him, being read by Mr Wright, on behalf of the Catholics of Palmerston North:— To the Right Rev. Francis Redwood, Bishop of Wellington. May it please your Lordship,—The Catholics in this part of your diocese herein express to you our pleasure to receive you here to-day after a lapse of some three years, and to testify towards you our most dutiful devotion and respect. We are aware that your absence from amongst us for such a lengthy period of time did not arise from intention, but from force of circumstances, which called you to Europe, Sydney, and also important places in your extensive See. [286, 445, 417, 570]
conference-dateline: WELLINGTON, Saturday. [83, 752, 142, 759]
property-item: 900 acres, Section 60, Makino, fenced. [970, 544, 1065, 551]
stevens-gorton-footer: STEVENS & GORTON [980, 572, 1095, 585]
properties-list-heading: LIST OF PROPERTIES [990, 42, 1085, 52]
property-item: 292 acres, a very well-improved Farm, close to Palmerston North, being Sections 433 and 434, Karaka District. [964, 324, 1111, 346]
sheep-dateline: WELLINGTON, Monday. [497, 109, 554, 116]
speer-text: PRIVATE Dispensary, Palmerston Buildings, Foot of Queen-street, Auckland. Established for the Scientific and Speedy Cure of Chronic, Nervous and Special Diseases. Dr Speer is a Graduate of the University of Ireland. Consultation by letter. All letters promptly answered. Medicine sent to all parts of the Colony. [704, 904, 825, 964]
property-item: 542 acres freehold, Section 54, 55, and 56, Township of Sanson, a good agricultural and grazing farm, fenced and sub-divided into 9 paddocks, 6-roomed dwelling-house, stable, granary. [964, 293, 1111, 322]
pre-sessional-heading: Pre-Sessional. [327, 575, 376, 585]
booked-note: ALL GOODS BOOKED WILL BE CHARGED AS USUAL [735, 711, 926, 721]
consecration-text: The consecration of the Feilding Roman Catholic Church by Dr Redwood, Bishop of Wellington, took place yesterday. The Church was crowded with worshippers long before the arrival of the Bishop, or even before either of the special trains had arrived, and numbers of Catholics also came by the latter kind to be content with worshipping outside the building. The Rev. Fathers McManus and Kirk assisted the Bishop at the service, which was of the most impressive description. At about 11.30 the Bishop was met and the procession formed, the clergy being robed in their vestments. [149, 791, 279, 879]
jeweller-heading: JEWELLER. [859, 1056, 930, 1071]
equitable-mutual: MUTUAL LIFE ASSURANCE. [585, 294, 673, 302]
pollard-simes: POLLARD & SIMES, [989, 646, 1086, 658]
property-item: 1151 acres, freehold, first-class agricultural and grazing farm, situated within two miles of Halcombe, good metal road running through it, fenced and subdivided into 18 paddocks, well watered; good 12-roomed dwelling-house, two stables, granary woolshed, cottage, slaughterhouse, and other buildings. [964, 200, 1111, 244]
property-item: 292 acres, a very well-improved Farm, close to Palmerston North, being Sections 433 and 434, Karaka District. [964, 407, 1111, 428]
silversmithing: SILVERSMITHING [854, 1155, 935, 1165]
news-paragraph: Captain Edwin telegraphed at 2 p.m. yesterday as follows:—"Bad weather approaching after two hours from now between north east and north and west, and glass further fall." [424, 512, 554, 542]
news-paragraph: Professor Thomas, of Auckland, has been engaged in the extension of parasites among sheep in this country. He has just returned from the South Island and is going on the West Coast of this Island. The East Coast the professor has already visited. The result of his observations is that the colony is singularly free from any parasitic pest. The season has been eminently unfavorable to lung worm, etc. [424, 644, 554, 703]
property-item: 500 acres, section 61, Manchester Block, fronting Feilding-Sanson Road. [964, 431, 1111, 445]
wanganui-agency: WANGANUI AND DISTRICT [991, 601, 1084, 610]
official-dateline: WELLINGTON, Saturday. [358, 641, 417, 648]
writ-heading: Writ against Sir William Fox. [22, 965, 123, 975]
rifle-text: On Saturday afternoon twenty men comprising the teams of the Woodville and Palmerston Rifles proceeded to the Rifle Range to fire a friendly match. On the men arriving at the firing point, they discovered that the markers, butts, and dummy target had been taken down and thrown into the river. The men then set to work to erect a temporary marking place, when Mr Batchelar, the owner of the adjoining property, arrived on the scene. The gentlemen proceeded to interfere with the further progress of the work by placing himself in front of the target and defying the men to go on with the match. [286, 1030, 417, 1119]
constantinople-dateline: CONSTANTINOPLE, March 13. [69, 472, 142, 479]
